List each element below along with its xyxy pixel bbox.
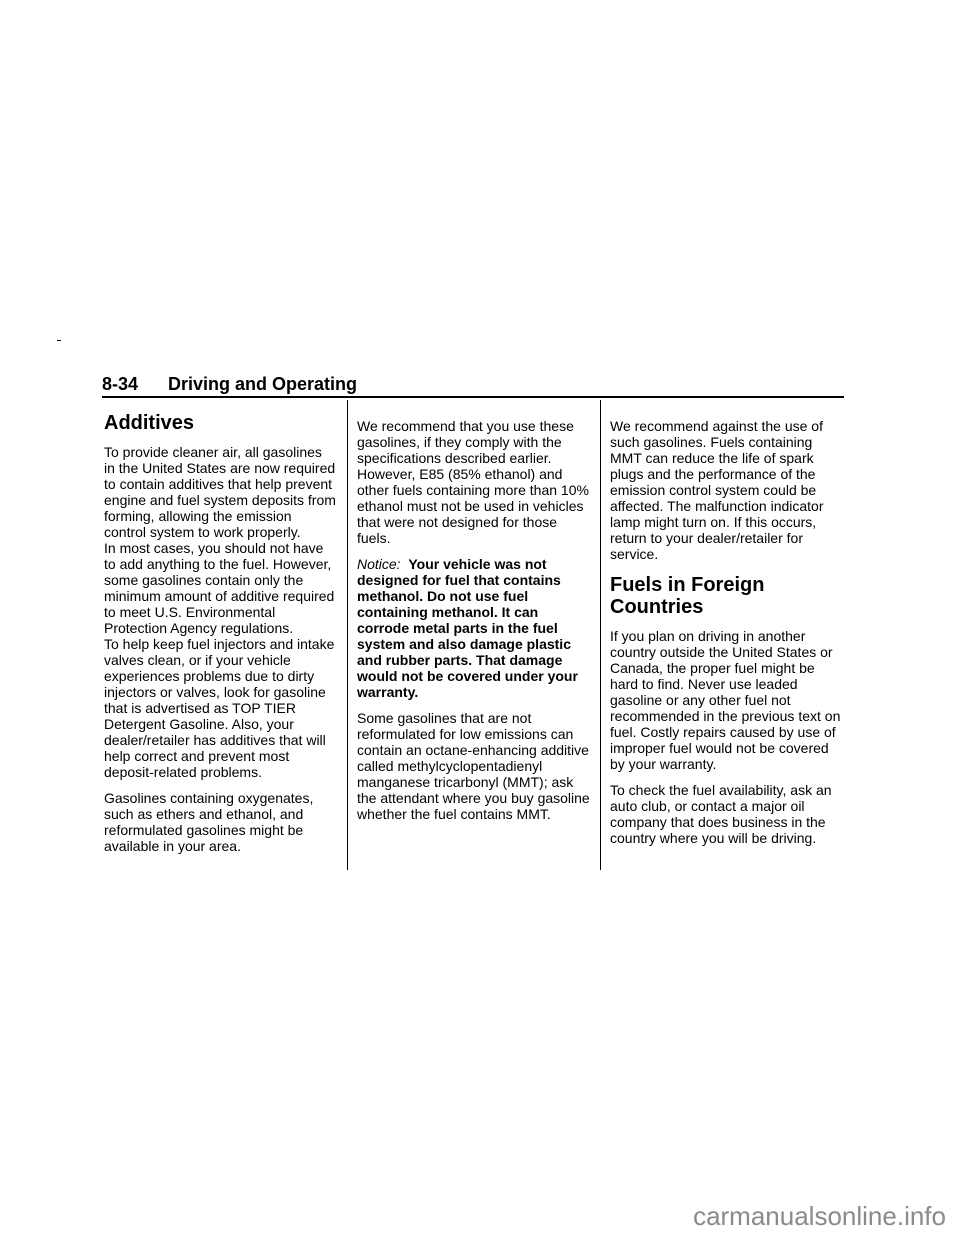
notice-label: Notice: [357,556,401,572]
paragraph: We recommend against the use of such gasolines. Fuels containing MMT can reduce the life of spark plugs and the performance of the emission control system could be affected. The malfunction indicator lamp might turn on. If this occurs, return to your dealer/retailer for service. [610,418,824,562]
watermark: carmanualsonline.info [693,1201,946,1231]
page-number: 8-34 [102,374,139,394]
paragraph: Gasolines containing oxygenates, such as ethers and ethanol, and reformulated gasolines might be available in your area. [104,790,314,854]
header-rule [102,396,844,398]
paragraph: To provide cleaner air, all gasolines in the United States are now required to contain additives that help prevent engine and fuel system deposits from forming, allowing the emission control system to work properly. [104,444,336,540]
column-2 [357,418,593,832]
paragraph: Some gasolines that are not reformulated for low emissions can contain an octane-enhancing additive called methylcyclopentadienyl manganese tricarbonyl (MMT); ask the attendant where you buy gasoline whether the fuel contains MMT. [357,710,590,822]
column-3 [610,418,846,856]
paragraph: To help keep fuel injectors and intake valves clean, or if your vehicle experiences problems due to dirty injectors or valves, look for gasoline that is advertised as TOP TIER Detergent Gasoline. Also, your dealer/retailer has additives that will help correct and prevent most deposit-related problems. [104,636,335,780]
corner-mark [57,340,61,341]
paragraph: We recommend that you use these gasolines, if they comply with the specifications described earlier. However, E85 (85% ethanol) and other fuels containing more than 10% ethanol must not be used in vehicles that were not designed for those fuels. [357,418,589,546]
paragraph: In most cases, you should not have to add anything to the fuel. However, some gasolines contain only the minimum amount of additive required to meet U.S. Environmental Protection Agency regulations. [104,540,335,636]
notice [357,556,593,700]
column-divider-2 [600,400,601,870]
notice-text: Your vehicle was not designed for fuel that contains methanol. Do not use fuel containing methanol. It can corrode metal parts in the fuel system and also damage plastic and rubber parts. That damage would not be covered under your warranty. [357,556,578,700]
heading-additives: Additives [104,412,195,434]
paragraph: If you plan on driving in another country outside the United States or Canada, the proper fuel might be hard to find. Never use leaded gasoline or any other fuel not recommended in the previous text on fuel. Costly repairs caused by use of improper fuel would not be covered by your warranty. [610,628,841,772]
column-1 [104,412,336,864]
column-divider-1 [347,400,348,870]
heading-fuels-foreign-countries: Fuels in Foreign Countries [610,574,765,618]
page-header [102,372,844,396]
paragraph: To check the fuel availability, ask an auto club, or contact a major oil company that does business in the country where you will be driving. [610,782,832,846]
section-title: Driving and Operating [168,374,358,394]
